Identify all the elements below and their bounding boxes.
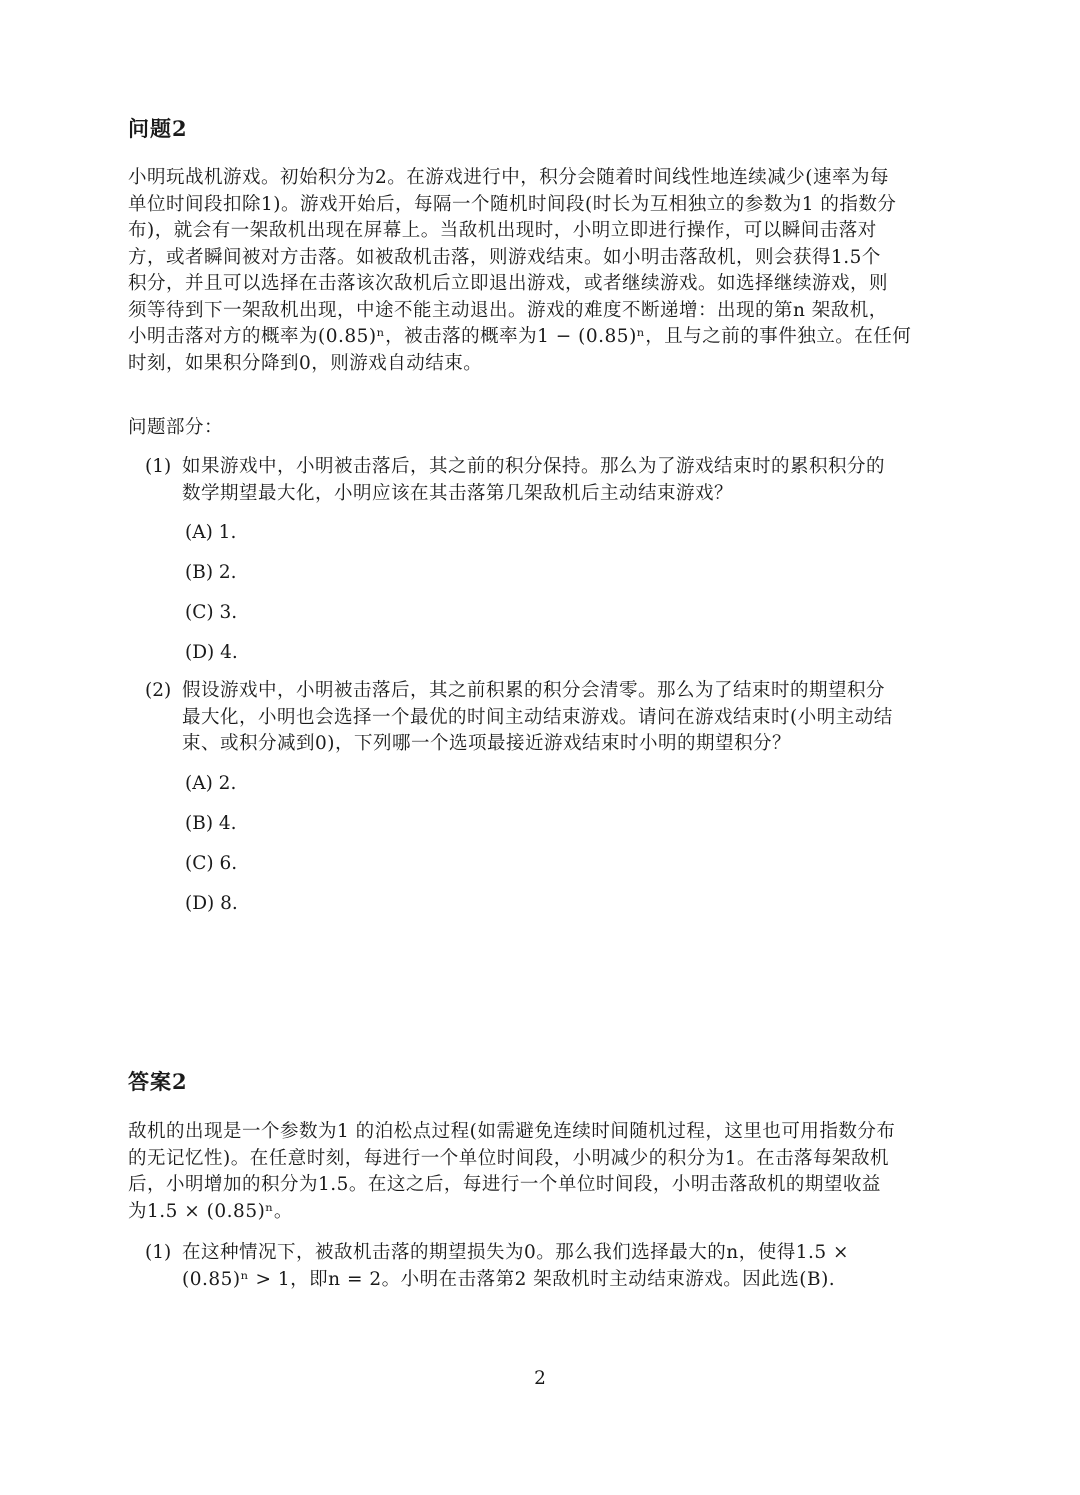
answer-item-line: (0.85)ⁿ > 1，即n = 2。小明在击落第2 架敌机时主动结束游戏。因此选(B).	[182, 1268, 836, 1290]
q2-option-d: (D) 8.	[185, 893, 238, 914]
answer-title: 答案2	[128, 1069, 188, 1094]
answer-line: 后，小明增加的积分为1.5。在这之后，每进行一个单位时间段，小明击落敌机的期望收益	[128, 1174, 881, 1195]
answer-item-line: 在这种情况下，被敌机击落的期望损失为0。那么我们选择最大的n，使得1.5 ×	[182, 1242, 849, 1263]
answer-line: 为1.5 × (0.85)ⁿ。	[128, 1200, 293, 1222]
answer-1-number: (1)	[145, 1242, 172, 1263]
answer-line: 的无记忆性)。在任意时刻，每进行一个单位时间段，小明减少的积分为1。在击落每架敌机	[128, 1147, 889, 1169]
question-2-number: (2)	[145, 680, 172, 701]
statement-line: 积分，并且可以选择在击落该次敌机后立即退出游戏，或者继续游戏。如选择继续游戏，则	[128, 273, 889, 294]
statement-line: 布)，就会有一架敌机出现在屏幕上。当敌机出现时，小明立即进行操作，可以瞬间击落对	[128, 220, 877, 241]
statement-line: 时刻，如果积分降到0，则游戏自动结束。	[128, 352, 483, 374]
answer-line: 敌机的出现是一个参数为1 的泊松点过程(如需避免连续时间随机过程，这里也可用指数分布	[128, 1121, 896, 1142]
q1-option-d: (D) 4.	[185, 642, 238, 663]
q1-option-c: (C) 3.	[185, 602, 238, 623]
q2-option-b: (B) 4.	[185, 813, 237, 834]
problem-statement	[128, 165, 988, 377]
q1-option-a: (A) 1.	[185, 522, 237, 543]
question-1-number: (1)	[145, 456, 172, 477]
question-1-text	[182, 454, 988, 507]
page-number: 2	[534, 1368, 546, 1389]
question-line: 假设游戏中，小明被击落后，其之前积累的积分会清零。那么为了结束时的期望积分	[182, 680, 886, 701]
answer-1-text	[182, 1240, 988, 1293]
problem-title: 问题2	[128, 116, 188, 141]
statement-line: 小明击落对方的概率为(0.85)ⁿ，被击落的概率为1 − (0.85)ⁿ，且与之前的事件独立。在任何	[128, 326, 912, 347]
parts-heading: 问题部分：	[128, 417, 224, 438]
q2-option-c: (C) 6.	[185, 853, 238, 874]
statement-line: 须等待到下一架敌机出现，中途不能主动退出。游戏的难度不断递增：出现的第n 架敌机，	[128, 299, 888, 321]
statement-line: 单位时间段扣除1)。游戏开始后，每隔一个随机时间段(时长为互相独立的参数为1 的指数分	[128, 193, 897, 215]
answer-paragraph	[128, 1119, 988, 1225]
statement-line: 小明玩战机游戏。初始积分为2。在游戏进行中，积分会随着时间线性地连续减少(速率为每	[128, 167, 889, 188]
question-line: 最大化，小明也会选择一个最优的时间主动结束游戏。请问在游戏结束时(小明主动结	[182, 706, 893, 728]
question-line: 如果游戏中，小明被击落后，其之前的积分保持。那么为了游戏结束时的累积积分的	[182, 456, 886, 477]
question-2-text	[182, 678, 988, 758]
statement-line: 方，或者瞬间被对方击落。如被敌机击落，则游戏结束。如小明击落敌机，则会获得1.5个	[128, 246, 881, 268]
question-line: 数学期望最大化，小明应该在其击落第几架敌机后主动结束游戏？	[182, 482, 734, 504]
question-line: 束、或积分减到0)，下列哪一个选项最接近游戏结束时小明的期望积分？	[182, 733, 791, 754]
q2-option-a: (A) 2.	[185, 773, 237, 794]
q1-option-b: (B) 2.	[185, 562, 237, 583]
